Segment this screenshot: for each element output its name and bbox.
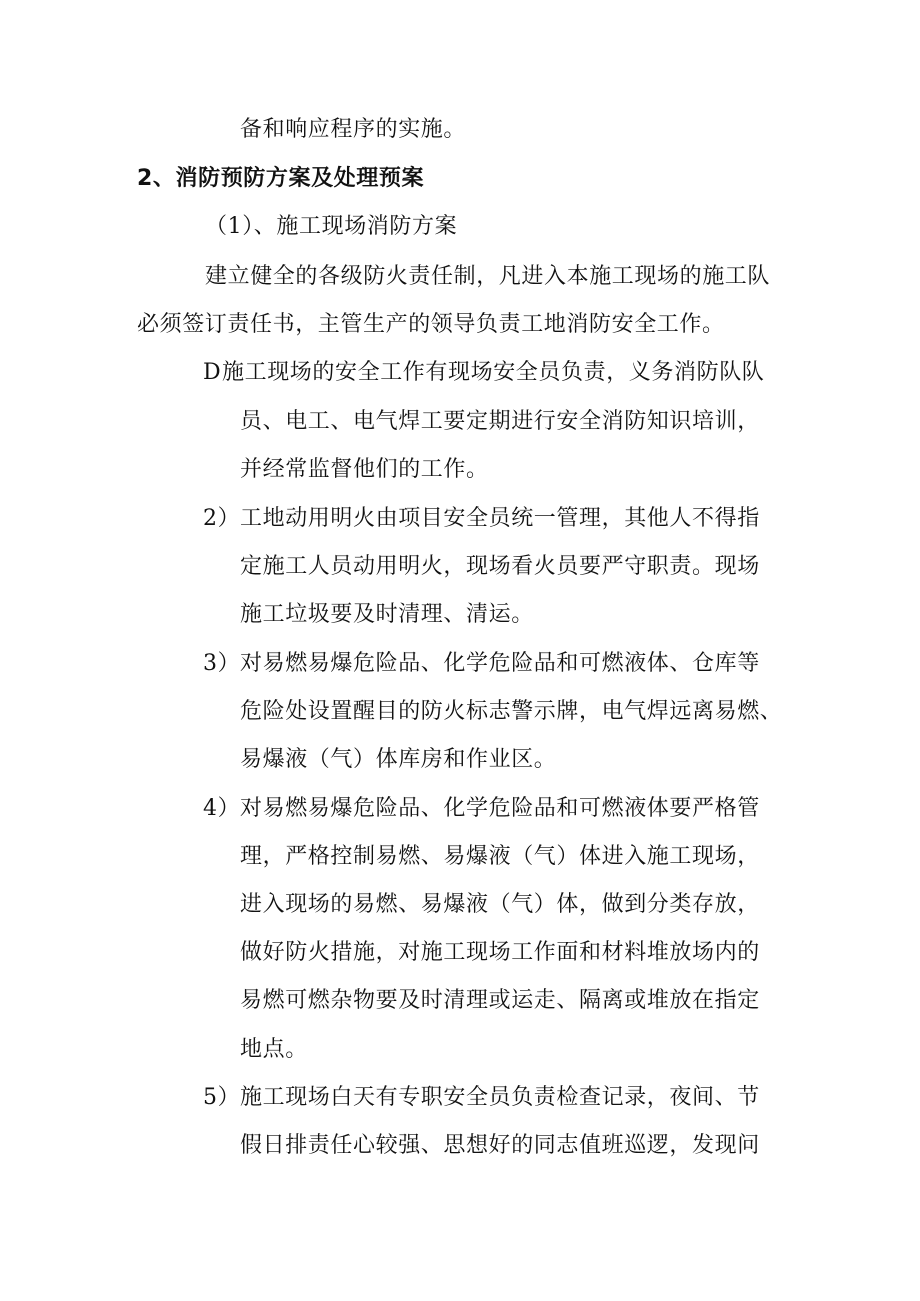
subsection-heading: （1）、施工现场消防方案	[205, 214, 458, 239]
list-item-4-line-5: 易燃可燃杂物要及时清理或运走、隔离或堆放在指定	[240, 988, 760, 1013]
list-item-5-line-2: 假日排责任心较强、思想好的同志值班巡逻，发现问	[240, 1133, 760, 1158]
intro-paragraph-line-1: 建立健全的各级防火责任制，凡进入本施工现场的施工队	[205, 264, 771, 289]
list-item-3-line-1: 对易燃易爆危险品、化学危险品和可燃液体、仓库等	[240, 651, 760, 676]
list-item-1-marker: D	[203, 360, 222, 385]
list-item-1-line-2: 员、电工、电气焊工要定期进行安全消防知识培训，	[240, 409, 760, 434]
continuation-line: 备和响应程序的实施。	[240, 117, 467, 142]
list-item-4-line-2: 理，严格控制易燃、易爆液（气）体进入施工现场，	[240, 844, 760, 869]
list-item-5-marker: 5）	[203, 1085, 241, 1110]
list-item-1-line-1: 施工现场的安全工作有现场安全员负责，义务消防队队	[222, 360, 765, 385]
list-item-2-marker: 2）	[203, 506, 241, 531]
list-item-3-line-2: 危险处设置醒目的防火标志警示牌，电气焊远离易燃、	[240, 699, 783, 724]
intro-paragraph-line-2: 必须签订责任书，主管生产的领导负责工地消防安全工作。	[137, 312, 725, 337]
list-item-1-line-3: 并经常监督他们的工作。	[240, 457, 489, 482]
list-item-4-line-4: 做好防火措施，对施工现场工作面和材料堆放场内的	[240, 940, 760, 965]
list-item-4-marker: 4）	[203, 796, 241, 821]
list-item-2-line-2: 定施工人员动用明火，现场看火员要严守职责。现场	[240, 554, 760, 579]
list-item-4-line-6: 地点。	[240, 1037, 308, 1062]
list-item-2-line-3: 施工垃圾要及时清理、清运。	[240, 602, 534, 627]
list-item-3-marker: 3）	[203, 651, 241, 676]
list-item-2-line-1: 工地动用明火由项目安全员统一管理，其他人不得指	[240, 506, 760, 531]
list-item-3-line-3: 易爆液（气）体库房和作业区。	[240, 747, 557, 772]
list-item-4-line-1: 对易燃易爆危险品、化学危险品和可燃液体要严格管	[240, 796, 760, 821]
list-item-5-line-1: 施工现场白天有专职安全员负责检查记录，夜间、节	[240, 1085, 760, 1110]
list-item-4-line-3: 进入现场的易燃、易爆液（气）体，做到分类存放，	[240, 892, 760, 917]
section-heading: 2、消防预防方案及处理预案	[137, 166, 425, 191]
